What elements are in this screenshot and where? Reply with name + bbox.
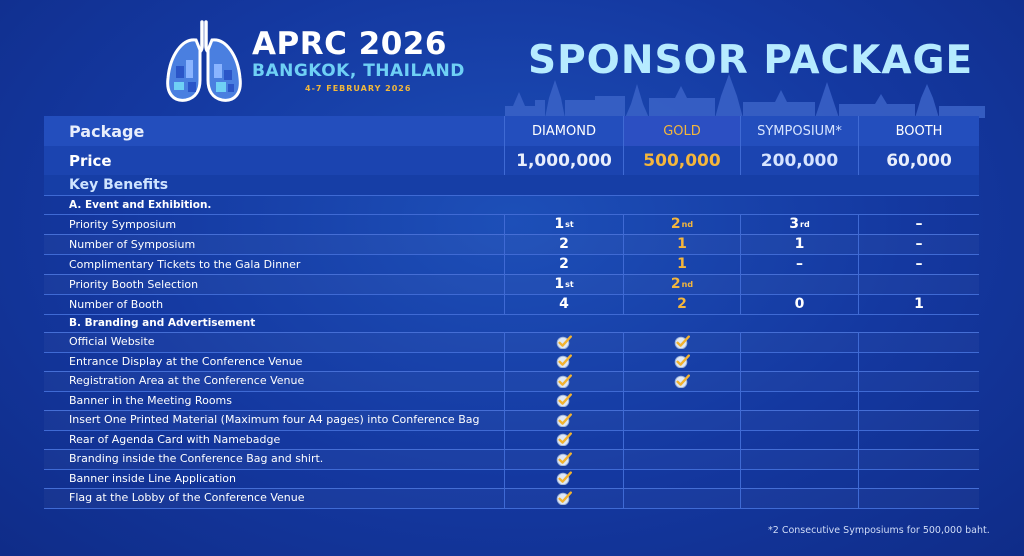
value-gold — [623, 234, 740, 254]
value-gold — [623, 294, 740, 314]
sponsor-package-table — [44, 116, 979, 510]
benefit-label: Entrance Display at the Conference Venue — [69, 354, 303, 368]
ordinal-suffix: nd — [681, 219, 694, 229]
value-text: 1 — [914, 296, 924, 312]
benefit-label: Rear of Agenda Card with Namebadge — [69, 432, 281, 446]
check-cell-booth — [858, 391, 979, 411]
value-gold — [623, 274, 740, 294]
value-text: 2 — [670, 216, 681, 232]
benefit-label: Banner in the Meeting Rooms — [69, 393, 232, 407]
tier-diamond: DIAMOND — [504, 116, 623, 146]
benefit-label: Registration Area at the Conference Venue — [69, 374, 305, 388]
ordinal-suffix: nd — [681, 279, 694, 289]
tier-symposium: SYMPOSIUM* — [740, 116, 858, 146]
ordinal-suffix: rd — [800, 219, 810, 229]
check-cell-diamond — [504, 352, 623, 372]
table-row — [44, 352, 979, 373]
benefit-label: Priority Booth Selection — [69, 277, 199, 291]
check-icon — [556, 432, 572, 446]
price-diamond: 1,000,000 — [504, 146, 623, 175]
benefit-label: Number of Booth — [69, 297, 164, 311]
table-row — [44, 488, 979, 509]
price-gold: 500,000 — [623, 146, 740, 175]
value-text: 1 — [677, 256, 687, 272]
value-text: 3 — [789, 216, 800, 232]
value-text: – — [915, 216, 923, 232]
value-text: 1 — [554, 216, 565, 232]
benefit-label: Number of Symposium — [69, 237, 196, 251]
check-cell-booth — [858, 410, 979, 430]
value-booth — [858, 214, 979, 234]
check-cell-booth — [858, 449, 979, 469]
section-a-heading: A. Event and Exhibition. — [69, 198, 212, 211]
check-cell-diamond — [504, 488, 623, 508]
check-cell-symposium — [740, 430, 858, 450]
value-text: 1 — [677, 236, 687, 252]
tier-gold: GOLD — [623, 116, 740, 146]
check-cell-symposium — [740, 391, 858, 411]
table-row — [44, 469, 979, 490]
check-cell-diamond — [504, 430, 623, 450]
value-booth — [858, 274, 979, 294]
value-diamond — [504, 214, 623, 234]
check-icon — [556, 491, 572, 505]
conference-dates: 4-7 FEBRUARY 2026 — [305, 84, 412, 93]
table-row — [44, 274, 979, 295]
check-cell-symposium — [740, 332, 858, 352]
tier-booth: BOOTH — [858, 116, 979, 146]
check-cell-symposium — [740, 488, 858, 508]
benefit-label: Complimentary Tickets to the Gala Dinner — [69, 257, 301, 271]
check-cell-symposium — [740, 449, 858, 469]
value-diamond — [504, 234, 623, 254]
value-booth — [858, 234, 979, 254]
price-label: Price — [69, 151, 112, 170]
section-b-row — [44, 313, 979, 333]
price-row — [44, 146, 979, 176]
check-cell-booth — [858, 352, 979, 372]
value-text: 2 — [677, 296, 687, 312]
value-text: 0 — [794, 296, 805, 312]
value-text: – — [796, 256, 803, 272]
check-icon — [556, 374, 572, 388]
value-booth — [858, 254, 979, 274]
benefit-label: Official Website — [69, 335, 155, 349]
check-cell-symposium — [740, 371, 858, 391]
check-cell-gold — [623, 430, 740, 450]
value-symposium — [740, 274, 858, 294]
ordinal-suffix: st — [565, 279, 574, 289]
check-cell-diamond — [504, 469, 623, 489]
value-text: – — [915, 236, 923, 252]
check-icon — [674, 335, 690, 349]
table-row — [44, 371, 979, 392]
lungs-logo-icon — [162, 20, 246, 104]
value-text: 2 — [559, 256, 569, 272]
check-cell-gold — [623, 488, 740, 508]
benefit-label: Branding inside the Conference Bag and shirt. — [69, 452, 324, 466]
check-icon — [556, 413, 572, 427]
table-row — [44, 214, 979, 235]
check-cell-booth — [858, 332, 979, 352]
benefit-label: Priority Symposium — [69, 217, 177, 231]
value-symposium — [740, 214, 858, 234]
check-icon — [556, 452, 572, 466]
value-symposium — [740, 254, 858, 274]
value-booth — [858, 294, 979, 314]
section-b-heading: B. Branding and Advertisement — [69, 316, 256, 329]
check-icon — [556, 471, 572, 485]
conference-title: APRC 2026 — [252, 26, 447, 62]
value-text: 2 — [559, 236, 569, 252]
benefit-label: Insert One Printed Material (Maximum four A4 pages) into Conference Bag — [69, 413, 480, 427]
value-diamond — [504, 254, 623, 274]
check-cell-symposium — [740, 410, 858, 430]
check-cell-gold — [623, 352, 740, 372]
check-cell-diamond — [504, 449, 623, 469]
check-icon — [556, 354, 572, 368]
value-symposium — [740, 234, 858, 254]
check-icon — [556, 335, 572, 349]
package-label: Package — [69, 121, 145, 141]
value-text: 4 — [559, 296, 569, 312]
check-cell-diamond — [504, 391, 623, 411]
check-cell-booth — [858, 469, 979, 489]
table-row — [44, 449, 979, 470]
check-cell-booth — [858, 371, 979, 391]
value-text: – — [915, 256, 923, 272]
check-cell-gold — [623, 332, 740, 352]
check-cell-booth — [858, 488, 979, 508]
value-gold — [623, 254, 740, 274]
price-symposium: 200,000 — [740, 146, 858, 175]
check-cell-diamond — [504, 410, 623, 430]
key-benefits-label: Key Benefits — [69, 177, 169, 193]
table-row — [44, 254, 979, 275]
table-row — [44, 430, 979, 451]
value-gold — [623, 214, 740, 234]
check-cell-diamond — [504, 332, 623, 352]
check-icon — [556, 393, 572, 407]
check-cell-symposium — [740, 469, 858, 489]
price-booth: 60,000 — [858, 146, 979, 175]
check-cell-gold — [623, 391, 740, 411]
check-cell-gold — [623, 371, 740, 391]
page-title: SPONSOR PACKAGE — [528, 38, 974, 83]
table-row — [44, 234, 979, 255]
value-diamond — [504, 294, 623, 314]
value-text: 1 — [554, 276, 565, 292]
package-row — [44, 116, 979, 147]
table-row — [44, 391, 979, 412]
table-row — [44, 332, 979, 353]
footnote: *2 Consecutive Symposiums for 500,000 baht. — [768, 525, 990, 536]
value-diamond — [504, 274, 623, 294]
value-symposium — [740, 294, 858, 314]
ordinal-suffix: st — [565, 219, 574, 229]
benefit-label: Banner inside Line Application — [69, 471, 236, 485]
value-text: 1 — [794, 236, 805, 252]
value-text: 2 — [670, 276, 681, 292]
check-icon — [674, 374, 690, 388]
check-cell-diamond — [504, 371, 623, 391]
check-cell-gold — [623, 469, 740, 489]
conference-city: BANGKOK, THAILAND — [252, 61, 465, 81]
check-cell-booth — [858, 430, 979, 450]
section-a-row — [44, 195, 979, 215]
check-cell-symposium — [740, 352, 858, 372]
table-row — [44, 410, 979, 431]
check-cell-gold — [623, 410, 740, 430]
benefit-label: Flag at the Lobby of the Conference Venue — [69, 491, 305, 505]
key-benefits-row — [44, 175, 979, 196]
check-cell-gold — [623, 449, 740, 469]
check-icon — [674, 354, 690, 368]
table-row — [44, 294, 979, 315]
